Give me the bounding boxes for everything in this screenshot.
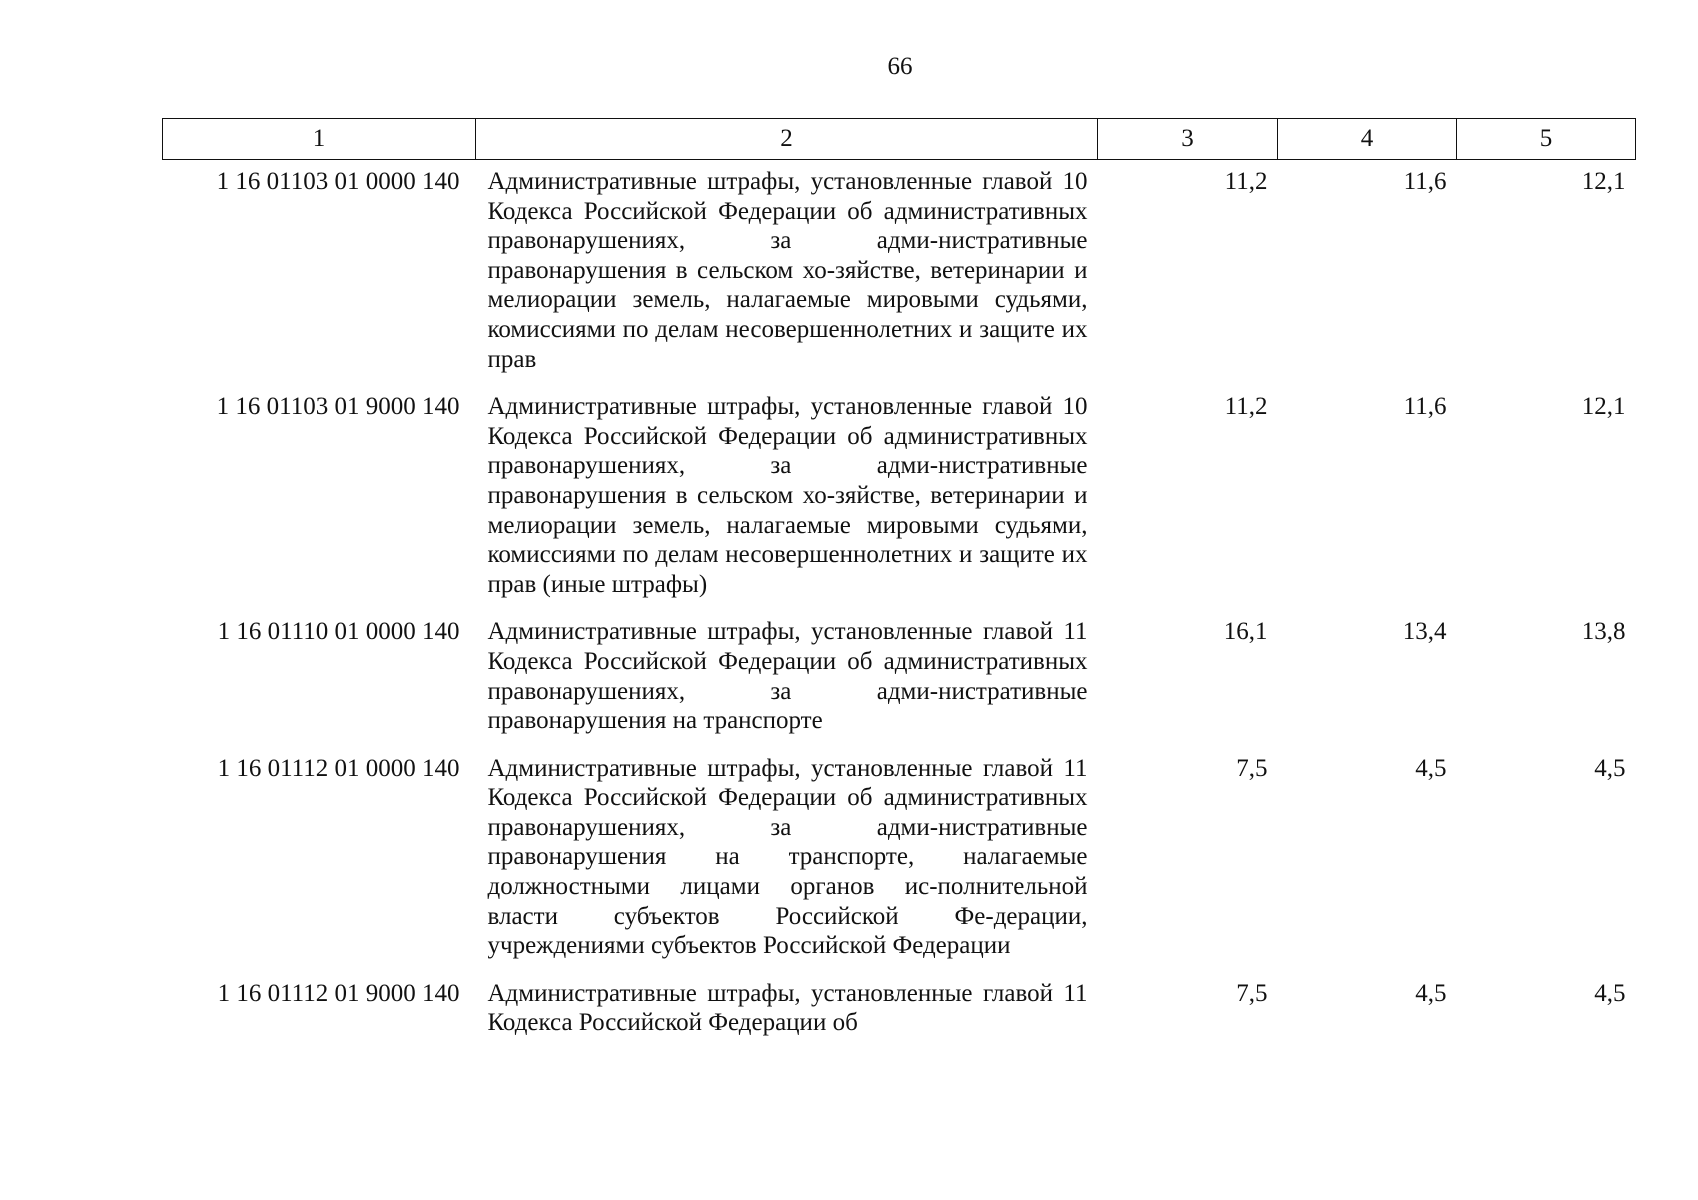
- table-header: [163, 119, 1636, 160]
- budget-table: [162, 118, 1636, 1049]
- table-row: [163, 160, 1636, 386]
- row-description: Административные штрафы, установленные главой 10 Кодекса Российской Федерации об административных правонарушениях, за адми-нистративные правонарушения в сельском хо-зяйстве, ветеринарии и мелиорации земель, налагаемые мировыми судьями, комиссиями по делам несовершеннолетних и защите их прав (иные штрафы): [487, 393, 1088, 598]
- row-value-col3: 7,5: [1236, 754, 1268, 782]
- row-code: 1 16 01103 01 9000 140: [216, 393, 460, 421]
- row-description: Административные штрафы, установленные главой 11 Кодекса Российской Федерации об административных правонарушениях, за адми-нистративные правонарушения на транспорте, налагаемые должностными лицами органов ис-полнительной власти субъектов Российской Фе-дерации, учреждениями субъектов Российской Федерации: [487, 754, 1088, 960]
- row-code: 1 16 01112 01 0000 140: [217, 754, 460, 782]
- row-description: Административные штрафы, установленные главой 11 Кодекса Российской Федерации об: [487, 979, 1088, 1037]
- row-value-col5: 4,5: [1594, 979, 1626, 1007]
- row-code: 1 16 01103 01 0000 140: [216, 168, 460, 195]
- row-value-col3: 11,2: [1224, 393, 1268, 421]
- header-col-3: 3: [1098, 119, 1278, 160]
- header-col-2: 2: [476, 119, 1098, 160]
- row-value-col3: 16,1: [1223, 618, 1268, 646]
- row-code: 1 16 01110 01 0000 140: [217, 618, 460, 646]
- row-value-col4: 11,6: [1403, 168, 1447, 195]
- row-value-col3: 11,2: [1224, 168, 1268, 195]
- table-row: [163, 972, 1636, 1049]
- row-description: Административные штрафы, установленные главой 11 Кодекса Российской Федерации об административных правонарушениях, за адми-нистративные правонарушения на транспорте: [487, 618, 1088, 735]
- row-value-col4: 4,5: [1415, 979, 1447, 1007]
- row-code: 1 16 01112 01 9000 140: [217, 979, 460, 1007]
- row-value-col3: 7,5: [1236, 979, 1268, 1007]
- table-row: [163, 610, 1636, 746]
- table-body: [163, 160, 1636, 1050]
- row-value-col5: 13,8: [1581, 618, 1626, 646]
- header-col-1: 1: [163, 119, 476, 160]
- row-value-col4: 4,5: [1415, 754, 1447, 782]
- header-col-4: 4: [1278, 119, 1457, 160]
- header-col-5: 5: [1457, 119, 1636, 160]
- row-value-col5: 12,1: [1581, 393, 1626, 421]
- row-value-col5: 12,1: [1581, 168, 1626, 195]
- header-row: [163, 119, 1636, 160]
- row-value-col5: 4,5: [1594, 754, 1626, 782]
- row-value-col4: 13,4: [1402, 618, 1447, 646]
- row-description: Административные штрафы, установленные главой 10 Кодекса Российской Федерации об административных правонарушениях, за адми-нистративные правонарушения в сельском хо-зяйстве, ветеринарии и мелиорации земель, налагаемые мировыми судьями, комиссиями по делам несовершеннолетних и защите их прав: [487, 168, 1088, 373]
- page-number: 66: [887, 53, 913, 80]
- table-row: [163, 385, 1636, 610]
- table-row: [163, 747, 1636, 972]
- row-value-col4: 11,6: [1403, 393, 1447, 421]
